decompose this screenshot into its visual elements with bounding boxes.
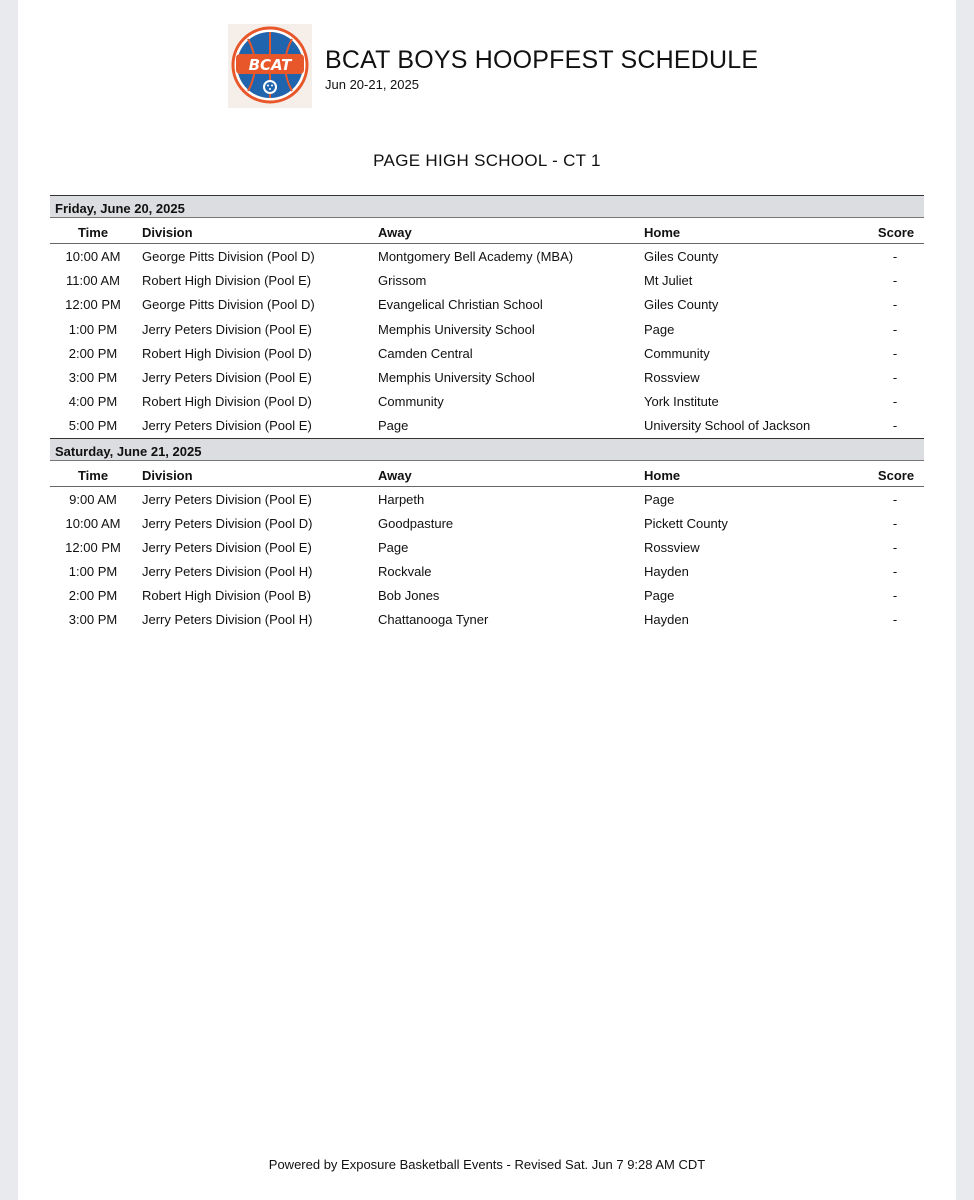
column-score: Score xyxy=(877,225,915,240)
basketball-logo-icon xyxy=(228,24,312,108)
game-away-team: Evangelical Christian School xyxy=(378,297,543,313)
game-score: - xyxy=(892,249,898,264)
column-division: Division xyxy=(142,467,193,483)
game-score: - xyxy=(892,345,898,361)
game-score: - xyxy=(892,564,898,580)
event-dates: Jun 20-21, 2025 xyxy=(325,77,419,92)
game-time: 3:00 PM xyxy=(68,612,118,628)
column-header-row xyxy=(50,218,924,244)
game-score: - xyxy=(892,539,898,555)
footer-text: Powered by Exposure Basketball Events - Revised Sat. Jun 7 9:28 AM CDT xyxy=(268,1157,706,1172)
column-division: Division xyxy=(142,225,193,240)
game-home-team: Page xyxy=(644,588,675,604)
game-away-team: Community xyxy=(378,394,444,410)
game-home-team: Hayden xyxy=(644,564,689,580)
game-away-team: Camden Central xyxy=(378,345,473,361)
game-row xyxy=(50,559,924,583)
game-time: 3:00 PM xyxy=(68,369,118,385)
game-row xyxy=(50,535,924,559)
game-score: - xyxy=(892,321,898,337)
game-row xyxy=(50,413,924,437)
game-time: 4:00 PM xyxy=(68,394,118,410)
game-division: Jerry Peters Division (Pool D) xyxy=(142,515,313,531)
game-time: 10:00 AM xyxy=(65,515,121,531)
game-division: Jerry Peters Division (Pool E) xyxy=(142,321,312,337)
game-home-team: University School of Jackson xyxy=(644,418,811,434)
column-home: Home xyxy=(644,225,681,240)
schedule-page xyxy=(18,0,956,1200)
game-score: - xyxy=(892,418,898,434)
schedule-title: BCAT BOYS HOOPFEST SCHEDULE xyxy=(325,46,759,74)
game-home-team: Rossview xyxy=(644,539,700,555)
game-row xyxy=(50,389,924,413)
game-away-team: Rockvale xyxy=(378,564,432,580)
game-score: - xyxy=(892,491,898,507)
game-division: Jerry Peters Division (Pool E) xyxy=(142,369,312,385)
game-row xyxy=(50,341,924,365)
game-score: - xyxy=(892,369,898,385)
column-score: Score xyxy=(877,467,915,483)
game-row xyxy=(50,268,924,292)
game-division: Jerry Peters Division (Pool H) xyxy=(142,612,313,628)
game-home-team: Page xyxy=(644,321,675,337)
column-home: Home xyxy=(644,467,681,483)
game-division: George Pitts Division (Pool D) xyxy=(142,297,315,313)
game-away-team: Page xyxy=(378,539,409,555)
game-division: Robert High Division (Pool D) xyxy=(142,394,312,410)
game-row xyxy=(50,365,924,389)
logo-text: BCAT xyxy=(248,56,292,74)
game-score: - xyxy=(892,273,898,289)
court-title: PAGE HIGH SCHOOL - CT 1 xyxy=(373,151,601,170)
game-score: - xyxy=(892,588,898,604)
game-home-team: Page xyxy=(644,491,675,507)
game-home-team: Hayden xyxy=(644,612,689,628)
game-away-team: Goodpasture xyxy=(378,515,454,531)
game-time: 9:00 AM xyxy=(69,491,117,507)
column-away: Away xyxy=(378,467,412,483)
game-row xyxy=(50,583,924,607)
game-division: George Pitts Division (Pool D) xyxy=(142,249,315,264)
bcat-logo xyxy=(228,24,312,108)
game-time: 12:00 PM xyxy=(65,539,121,555)
game-time: 12:00 PM xyxy=(65,297,121,313)
game-time: 11:00 AM xyxy=(66,273,120,289)
game-division: Jerry Peters Division (Pool E) xyxy=(142,491,312,507)
game-home-team: Giles County xyxy=(644,249,719,264)
game-home-team: York Institute xyxy=(644,394,719,410)
game-division: Robert High Division (Pool B) xyxy=(142,588,312,604)
game-away-team: Montgomery Bell Academy (MBA) xyxy=(378,249,574,264)
game-score: - xyxy=(892,394,898,410)
column-time: Time xyxy=(77,225,109,240)
game-list xyxy=(50,244,924,438)
day-header: Saturday, June 21, 2025 xyxy=(50,438,924,461)
game-division: Jerry Peters Division (Pool E) xyxy=(142,539,312,555)
game-away-team: Harpeth xyxy=(378,491,425,507)
game-home-team: Rossview xyxy=(644,369,700,385)
game-row xyxy=(50,317,924,341)
game-row xyxy=(50,511,924,535)
game-division: Jerry Peters Division (Pool E) xyxy=(142,418,312,434)
game-row xyxy=(50,244,924,268)
game-away-team: Memphis University School xyxy=(378,321,535,337)
game-home-team: Mt Juliet xyxy=(644,273,693,289)
game-time: 1:00 PM xyxy=(68,321,118,337)
game-score: - xyxy=(892,612,898,628)
game-away-team: Bob Jones xyxy=(378,588,440,604)
game-division: Jerry Peters Division (Pool H) xyxy=(142,564,313,580)
game-row xyxy=(50,607,924,631)
game-away-team: Chattanooga Tyner xyxy=(378,612,489,628)
game-home-team: Community xyxy=(644,345,710,361)
column-away: Away xyxy=(378,225,412,240)
game-list xyxy=(50,487,924,632)
game-division: Robert High Division (Pool E) xyxy=(142,273,312,289)
schedule-table xyxy=(50,195,924,632)
game-time: 2:00 PM xyxy=(68,588,118,604)
game-division: Robert High Division (Pool D) xyxy=(142,345,312,361)
game-home-team: Giles County xyxy=(644,297,719,313)
game-row xyxy=(50,487,924,511)
game-row xyxy=(50,292,924,316)
column-header-row xyxy=(50,461,924,487)
game-score: - xyxy=(892,297,898,313)
game-away-team: Page xyxy=(378,418,409,434)
game-home-team: Pickett County xyxy=(644,515,728,531)
game-away-team: Memphis University School xyxy=(378,369,535,385)
day-header: Friday, June 20, 2025 xyxy=(50,195,924,218)
game-time: 1:00 PM xyxy=(68,564,118,580)
game-time: 10:00 AM xyxy=(65,249,121,264)
game-score: - xyxy=(892,515,898,531)
game-time: 2:00 PM xyxy=(68,345,118,361)
column-time: Time xyxy=(77,467,109,483)
game-away-team: Grissom xyxy=(378,273,427,289)
game-time: 5:00 PM xyxy=(68,418,118,434)
